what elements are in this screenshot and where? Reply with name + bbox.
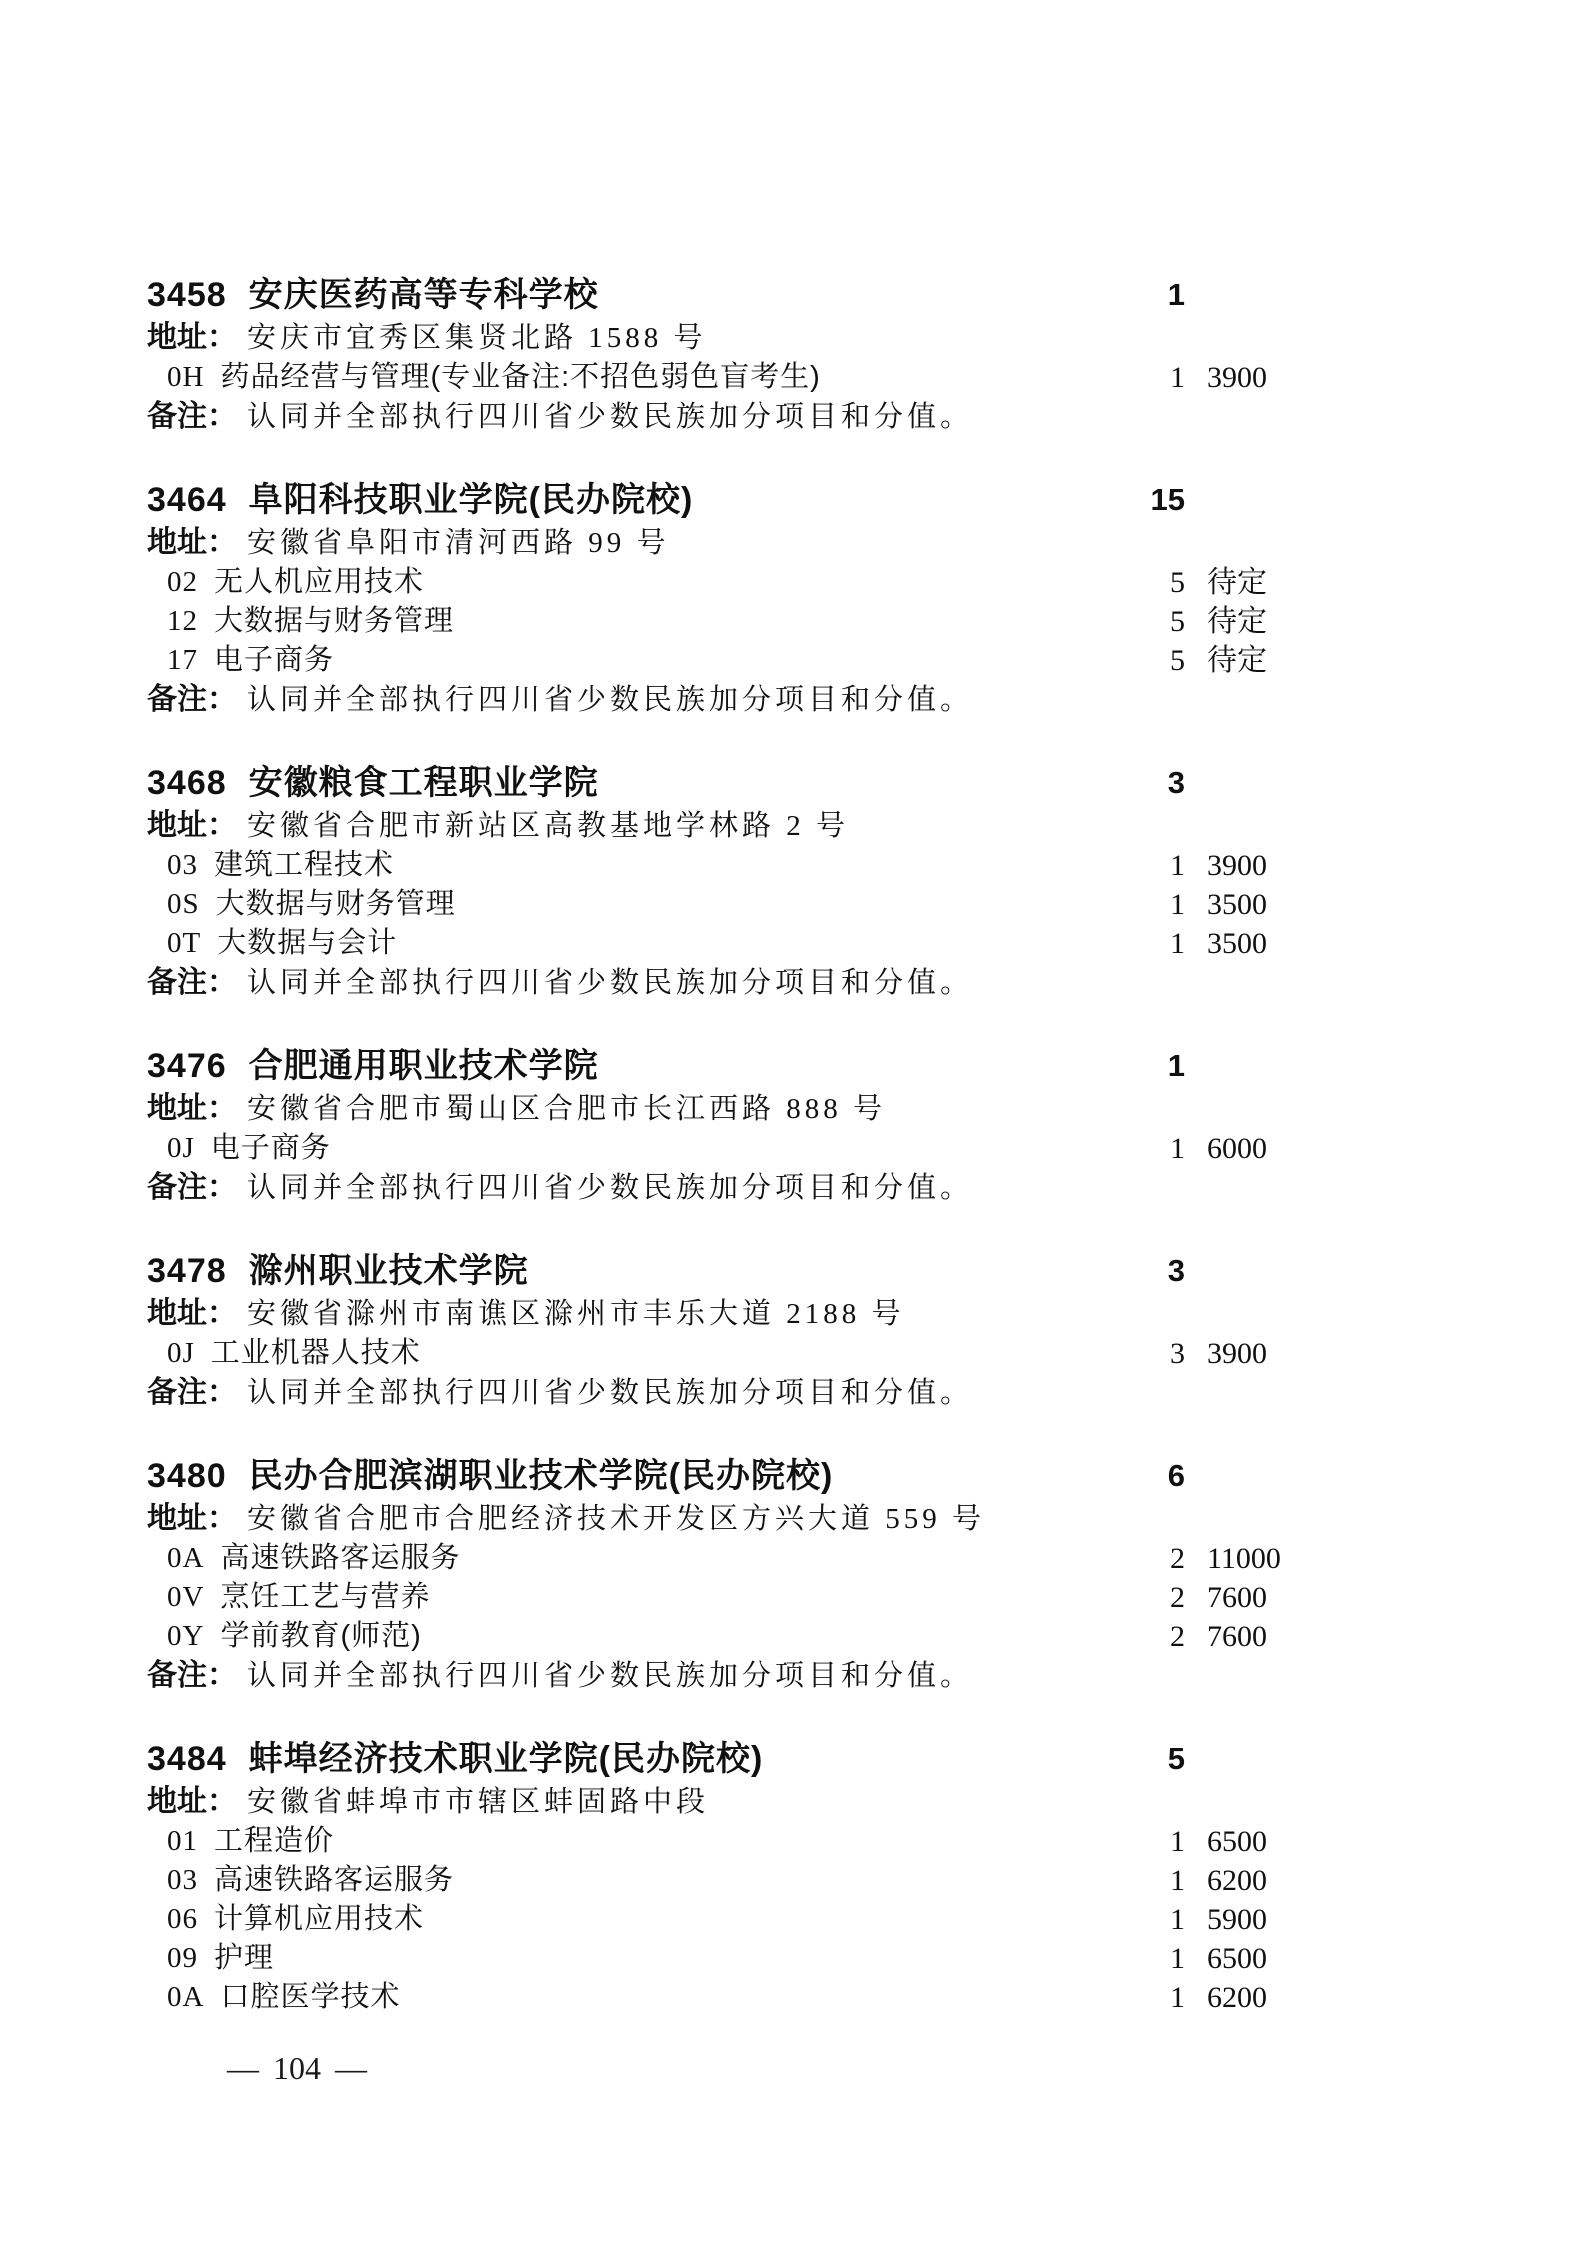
major-code: 06 <box>167 1903 198 1935</box>
major-code: 0T <box>167 927 202 959</box>
majors-list <box>147 1539 1527 1656</box>
major-plan-count: 1 <box>1170 1942 1185 1975</box>
major-plan-count: 1 <box>1170 888 1185 921</box>
school-note-row <box>147 1656 1527 1696</box>
major-row <box>147 885 1527 924</box>
major-code: 0Y <box>167 1620 205 1652</box>
major-plan-count: 1 <box>1170 1903 1185 1936</box>
major-name: 高速铁路客运服务 <box>220 1542 461 1574</box>
school-block <box>147 477 1527 720</box>
address-label: 地址： <box>147 321 237 354</box>
note-text: 认同并全部执行四川省少数民族加分项目和分值。 <box>247 684 974 716</box>
address-text: 安徽省蚌埠市市辖区蚌固路中段 <box>247 1786 710 1818</box>
major-name: 大数据与财务管理 <box>215 888 456 920</box>
note-text: 认同并全部执行四川省少数民族加分项目和分值。 <box>247 1660 974 1692</box>
major-name: 学前教育(师范) <box>220 1620 422 1652</box>
address-text: 安庆市宜秀区集贤北路 1588 号 <box>247 322 707 354</box>
majors-list <box>147 358 1527 397</box>
major-plan-count: 1 <box>1170 1864 1185 1897</box>
major-plan-count: 1 <box>1170 927 1185 960</box>
school-address-row <box>147 1499 1527 1539</box>
major-plan-count: 3 <box>1170 1337 1185 1370</box>
major-code: 0V <box>167 1581 205 1613</box>
major-name: 工业机器人技术 <box>210 1337 421 1369</box>
school-code: 3478 <box>147 1252 227 1290</box>
major-code: 02 <box>167 566 198 598</box>
note-text: 认同并全部执行四川省少数民族加分项目和分值。 <box>247 1377 974 1409</box>
school-name: 民办合肥滨湖职业技术学院(民办院校) <box>248 1457 834 1495</box>
major-plan-count: 5 <box>1170 566 1185 599</box>
note-label: 备注： <box>147 400 237 433</box>
major-name: 大数据与财务管理 <box>214 605 455 637</box>
school-note-row <box>147 1168 1527 1208</box>
major-row <box>147 1939 1527 1978</box>
major-row <box>147 1578 1527 1617</box>
major-row <box>147 1900 1527 1939</box>
major-name: 电子商务 <box>214 644 335 676</box>
major-fee: 6500 <box>1207 1942 1267 1975</box>
majors-list <box>147 1334 1527 1373</box>
major-code: 0J <box>167 1337 195 1369</box>
major-code: 09 <box>167 1942 198 1974</box>
major-plan-count: 2 <box>1170 1620 1185 1653</box>
major-name: 计算机应用技术 <box>214 1903 425 1935</box>
major-name: 口腔医学技术 <box>220 1981 401 2013</box>
school-name: 合肥通用职业技术学院 <box>248 1047 599 1085</box>
address-label: 地址： <box>147 1502 237 1535</box>
major-plan-count: 5 <box>1170 644 1185 677</box>
major-row <box>147 563 1527 602</box>
address-text: 安徽省合肥市蜀山区合肥市长江西路 888 号 <box>247 1093 887 1125</box>
majors-list <box>147 563 1527 680</box>
school-code: 3468 <box>147 764 227 802</box>
major-row <box>147 846 1527 885</box>
major-code: 03 <box>167 849 198 881</box>
school-address-row <box>147 1782 1527 1822</box>
school-address-row <box>147 318 1527 358</box>
major-plan-count: 1 <box>1170 849 1185 882</box>
major-fee: 6200 <box>1207 1981 1267 2014</box>
school-block <box>147 1248 1527 1413</box>
majors-list <box>147 1822 1527 2017</box>
major-fee: 待定 <box>1207 644 1267 677</box>
major-code: 0A <box>167 1981 205 2013</box>
school-block <box>147 1043 1527 1208</box>
major-fee: 3500 <box>1207 927 1267 960</box>
note-text: 认同并全部执行四川省少数民族加分项目和分值。 <box>247 1172 974 1204</box>
school-code: 3480 <box>147 1457 227 1495</box>
school-title-row <box>147 1043 1527 1089</box>
school-title-row <box>147 272 1527 318</box>
major-fee: 待定 <box>1207 605 1267 638</box>
major-name: 大数据与会计 <box>217 927 398 959</box>
major-name: 护理 <box>214 1942 275 1974</box>
major-fee: 3900 <box>1207 849 1267 882</box>
school-block <box>147 1736 1527 2017</box>
address-label: 地址： <box>147 526 237 559</box>
note-text: 认同并全部执行四川省少数民族加分项目和分值。 <box>247 967 974 999</box>
school-block <box>147 272 1527 437</box>
major-plan-count: 5 <box>1170 605 1185 638</box>
major-fee: 3900 <box>1207 361 1267 394</box>
school-name: 蚌埠经济技术职业学院(民办院校) <box>248 1740 764 1778</box>
note-label: 备注： <box>147 1376 237 1409</box>
school-title-row <box>147 477 1527 523</box>
school-code: 3484 <box>147 1740 227 1778</box>
major-row <box>147 602 1527 641</box>
major-plan-count: 1 <box>1170 1132 1185 1165</box>
major-code: 17 <box>167 644 198 676</box>
major-row <box>147 641 1527 680</box>
major-fee: 7600 <box>1207 1620 1267 1653</box>
major-name: 工程造价 <box>214 1825 335 1857</box>
address-label: 地址： <box>147 809 237 842</box>
school-plan-total: 1 <box>1167 1048 1185 1083</box>
school-list <box>147 272 1527 2057</box>
school-block <box>147 1453 1527 1696</box>
major-plan-count: 2 <box>1170 1542 1185 1575</box>
note-label: 备注： <box>147 1171 237 1204</box>
school-note-row <box>147 1373 1527 1413</box>
footer-dash-left: — <box>227 2050 259 2086</box>
major-name: 药品经营与管理(专业备注:不招色弱色盲考生) <box>220 361 821 393</box>
school-block <box>147 760 1527 1003</box>
major-fee: 6500 <box>1207 1825 1267 1858</box>
major-plan-count: 1 <box>1170 361 1185 394</box>
major-code: 0A <box>167 1542 205 1574</box>
major-row <box>147 1978 1527 2017</box>
address-label: 地址： <box>147 1785 237 1818</box>
major-name: 无人机应用技术 <box>214 566 425 598</box>
major-plan-count: 1 <box>1170 1825 1185 1858</box>
major-name: 建筑工程技术 <box>214 849 395 881</box>
school-note-row <box>147 397 1527 437</box>
major-fee: 3500 <box>1207 888 1267 921</box>
note-label: 备注： <box>147 1659 237 1692</box>
major-fee: 待定 <box>1207 566 1267 599</box>
school-title-row <box>147 1736 1527 1782</box>
school-title-row <box>147 1248 1527 1294</box>
school-plan-total: 3 <box>1167 765 1185 800</box>
major-plan-count: 2 <box>1170 1581 1185 1614</box>
school-plan-total: 15 <box>1150 482 1185 517</box>
address-label: 地址： <box>147 1092 237 1125</box>
school-address-row <box>147 523 1527 563</box>
address-label: 地址： <box>147 1297 237 1330</box>
page-footer <box>147 2050 447 2087</box>
major-row <box>147 358 1527 397</box>
address-text: 安徽省合肥市合肥经济技术开发区方兴大道 559 号 <box>247 1503 986 1535</box>
address-text: 安徽省合肥市新站区高教基地学林路 2 号 <box>247 810 850 842</box>
major-fee: 11000 <box>1207 1542 1281 1575</box>
school-plan-total: 6 <box>1167 1458 1185 1493</box>
school-plan-total: 3 <box>1167 1253 1185 1288</box>
school-address-row <box>147 1294 1527 1334</box>
school-title-row <box>147 1453 1527 1499</box>
major-fee: 5900 <box>1207 1903 1267 1936</box>
major-code: 03 <box>167 1864 198 1896</box>
major-fee: 3900 <box>1207 1337 1267 1370</box>
school-plan-total: 5 <box>1167 1741 1185 1776</box>
school-code: 3464 <box>147 481 227 519</box>
school-note-row <box>147 680 1527 720</box>
major-fee: 6000 <box>1207 1132 1267 1165</box>
note-label: 备注： <box>147 683 237 716</box>
school-name: 安徽粮食工程职业学院 <box>248 764 599 802</box>
majors-list <box>147 846 1527 963</box>
footer-dash-right: — <box>335 2050 367 2086</box>
majors-list <box>147 1129 1527 1168</box>
major-row <box>147 1334 1527 1373</box>
school-title-row <box>147 760 1527 806</box>
major-fee: 6200 <box>1207 1864 1267 1897</box>
major-row <box>147 924 1527 963</box>
school-address-row <box>147 1089 1527 1129</box>
address-text: 安徽省滁州市南谯区滁州市丰乐大道 2188 号 <box>247 1298 905 1330</box>
page-number: 104 <box>273 2050 321 2086</box>
school-code: 3476 <box>147 1047 227 1085</box>
major-name: 烹饪工艺与营养 <box>220 1581 431 1613</box>
major-row <box>147 1129 1527 1168</box>
school-name: 安庆医药高等专科学校 <box>248 276 599 314</box>
major-name: 高速铁路客运服务 <box>214 1864 455 1896</box>
address-text: 安徽省阜阳市清河西路 99 号 <box>247 527 670 559</box>
major-row <box>147 1822 1527 1861</box>
major-code: 0H <box>167 361 205 393</box>
major-code: 12 <box>167 605 198 637</box>
school-note-row <box>147 963 1527 1003</box>
school-name: 阜阳科技职业学院(民办院校) <box>248 481 694 519</box>
note-text: 认同并全部执行四川省少数民族加分项目和分值。 <box>247 401 974 433</box>
major-row <box>147 1861 1527 1900</box>
major-name: 电子商务 <box>210 1132 331 1164</box>
major-code: 0J <box>167 1132 195 1164</box>
note-label: 备注： <box>147 966 237 999</box>
school-plan-total: 1 <box>1167 277 1185 312</box>
school-address-row <box>147 806 1527 846</box>
major-row <box>147 1617 1527 1656</box>
school-name: 滁州职业技术学院 <box>248 1252 529 1290</box>
major-fee: 7600 <box>1207 1581 1267 1614</box>
major-code: 0S <box>167 888 200 920</box>
school-code: 3458 <box>147 276 227 314</box>
major-plan-count: 1 <box>1170 1981 1185 2014</box>
major-row <box>147 1539 1527 1578</box>
major-code: 01 <box>167 1825 198 1857</box>
